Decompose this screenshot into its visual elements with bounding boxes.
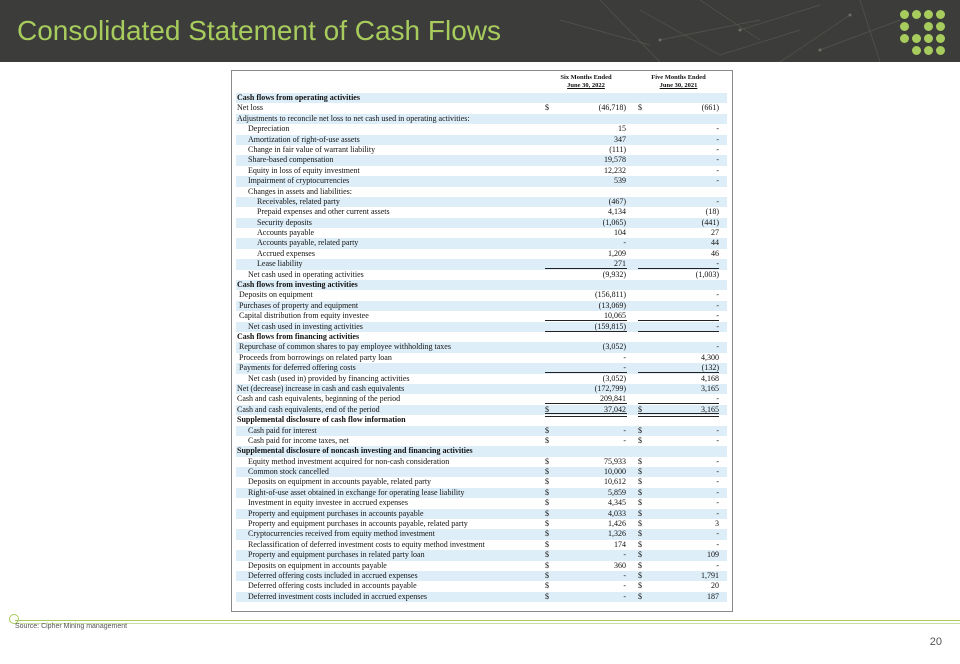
value-2022: (172,799): [594, 383, 626, 393]
dot-grid-logo-icon: [900, 10, 946, 54]
value-2021: 3,165: [701, 383, 719, 393]
value-2022: 19,578: [604, 155, 626, 165]
table-row: [236, 363, 727, 373]
row-label: Net cash used in operating activities: [248, 269, 364, 279]
row-label: Accrued expenses: [257, 248, 315, 258]
table-row: [236, 155, 727, 165]
value-2021: -: [716, 259, 719, 269]
table-body: [236, 93, 727, 602]
row-label: Net loss: [237, 103, 263, 113]
value-2021: -: [716, 477, 719, 487]
row-label: Lease liability: [257, 259, 303, 269]
table-row: [236, 187, 727, 197]
value-2021: -: [716, 290, 719, 300]
currency-symbol-2022: $: [545, 435, 549, 445]
row-label: Changes in assets and liabilities:: [248, 186, 352, 196]
value-2021: 109: [707, 550, 719, 560]
value-2022: -: [623, 550, 626, 560]
row-label: Deposits on equipment in accounts payable: [248, 560, 387, 570]
table-row: [236, 342, 727, 352]
value-2021: (441): [701, 217, 719, 227]
row-label: Net (decrease) increase in cash and cash equivalents: [237, 383, 405, 393]
table-row: [236, 550, 727, 560]
currency-symbol-2021: $: [638, 467, 642, 477]
row-label: Cash paid for income taxes, net: [248, 435, 349, 445]
row-label: Deferred offering costs included in accounts payable: [248, 581, 417, 591]
column-header-2022-line2: June 30, 2022: [567, 82, 605, 89]
footer-divider-secondary: [15, 623, 960, 624]
currency-symbol-2022: $: [545, 498, 549, 508]
table-row: [236, 498, 727, 508]
row-label: Cash paid for interest: [248, 425, 317, 435]
currency-symbol-2022: $: [545, 467, 549, 477]
section-header-row: [236, 93, 727, 103]
value-2021: -: [716, 435, 719, 445]
row-label: Receivables, related party: [257, 196, 340, 206]
currency-symbol-2022: $: [545, 425, 549, 435]
row-label: Common stock cancelled: [248, 467, 329, 477]
table-row: [236, 488, 727, 498]
currency-symbol-2021: $: [638, 498, 642, 508]
currency-symbol-2022: $: [545, 477, 549, 487]
row-label: Cryptocurrencies received from equity method investment: [248, 529, 435, 539]
value-2022: (111): [609, 144, 626, 154]
currency-symbol-2021: $: [638, 550, 642, 560]
currency-symbol-2021: $: [638, 581, 642, 591]
row-label: Deposits on equipment: [239, 290, 313, 300]
currency-symbol-2021: $: [638, 519, 642, 529]
row-label: Equity method investment acquired for non-cash consideration: [248, 456, 450, 466]
row-label: Capital distribution from equity investee: [239, 311, 369, 321]
row-label: Supplemental disclosure of cash flow information: [237, 415, 406, 425]
value-2021: -: [716, 176, 719, 186]
value-2021: 4,300: [701, 352, 719, 362]
row-label: Repurchase of common shares to pay employee withholding taxes: [239, 342, 451, 352]
currency-symbol-2022: $: [545, 591, 549, 601]
page-number: 20: [929, 636, 942, 648]
value-2021: -: [716, 300, 719, 310]
table-row: [236, 384, 727, 394]
currency-symbol-2022: $: [545, 539, 549, 549]
column-header-2021-line1: Five Months Ended: [651, 74, 706, 81]
table-row: [236, 290, 727, 300]
row-label: Accounts payable: [257, 228, 315, 238]
value-2022: -: [623, 591, 626, 601]
table-row: [236, 145, 727, 155]
value-2021: -: [716, 529, 719, 539]
value-2022: 209,841: [600, 394, 626, 404]
value-2021: -: [716, 539, 719, 549]
currency-symbol-2022: $: [545, 456, 549, 466]
section-header-row: [236, 332, 727, 342]
value-2022: (1,065): [602, 217, 626, 227]
slide-title: Consolidated Statement of Cash Flows: [17, 15, 502, 46]
table-row: [236, 249, 727, 259]
value-2022: -: [623, 581, 626, 591]
value-2021: 187: [707, 591, 719, 601]
table-row: [236, 176, 727, 186]
value-2022: (3,052): [602, 342, 626, 352]
currency-symbol-2022: $: [545, 519, 549, 529]
column-header-2022-line1: Six Months Ended: [560, 74, 612, 81]
value-2021: -: [716, 342, 719, 352]
table-row: [236, 218, 727, 228]
currency-symbol-2021: $: [638, 435, 642, 445]
row-label: Share-based compensation: [248, 155, 334, 165]
value-2022: 104: [614, 228, 626, 238]
table-row: [236, 509, 727, 519]
table-row: [236, 207, 727, 217]
currency-symbol-2021: $: [638, 570, 642, 580]
table-row: [236, 311, 727, 321]
row-label: Proceeds from borrowings on related party loan: [239, 352, 392, 362]
value-2021: -: [716, 508, 719, 518]
value-2022: -: [623, 425, 626, 435]
currency-symbol-2021: $: [638, 591, 642, 601]
row-label: Adjustments to reconcile net loss to net cash used in operating activities:: [237, 113, 470, 123]
table-row: [236, 166, 727, 176]
value-2021: (18): [705, 207, 719, 217]
table-row: [236, 353, 727, 363]
row-label: Property and equipment purchases in accounts payable: [248, 508, 424, 518]
value-2022: (156,811): [594, 290, 626, 300]
value-2022: 10,065: [604, 311, 626, 321]
value-2022: (159,815): [594, 321, 626, 331]
value-2022: 4,134: [608, 207, 626, 217]
value-2022: 5,859: [608, 487, 626, 497]
currency-symbol-2022: $: [545, 508, 549, 518]
row-label: Amortization of right-of-use assets: [248, 134, 360, 144]
value-2021: 4,168: [701, 373, 719, 383]
value-2021: -: [716, 560, 719, 570]
value-2022: -: [623, 352, 626, 362]
value-2021: -: [716, 124, 719, 134]
column-header-2021: [638, 74, 719, 90]
value-2021: 20: [711, 581, 719, 591]
value-2021: -: [716, 165, 719, 175]
currency-symbol-2022: $: [545, 560, 549, 570]
section-header-row: [236, 415, 727, 425]
value-2021: -: [716, 467, 719, 477]
table-row: [236, 581, 727, 591]
table-row: [236, 477, 727, 487]
currency-symbol-2021: $: [638, 404, 642, 414]
table-row: [236, 238, 727, 248]
row-label: Impairment of cryptocurrencies: [248, 176, 350, 186]
currency-symbol-2021: $: [638, 477, 642, 487]
row-label: Property and equipment purchases in accounts payable, related party: [248, 519, 468, 529]
value-2022: -: [623, 363, 626, 373]
currency-symbol-2021: $: [638, 425, 642, 435]
value-2021: 1,791: [701, 570, 719, 580]
column-header-2021-line2: June 30, 2021: [659, 82, 698, 89]
currency-symbol-2021: $: [638, 487, 642, 497]
table-row: [236, 529, 727, 539]
value-2021: -: [716, 456, 719, 466]
value-2022: 1,426: [608, 519, 626, 529]
row-label: Accounts payable, related party: [257, 238, 359, 248]
row-label: Net cash used in investing activities: [248, 321, 363, 331]
value-2021: -: [716, 196, 719, 206]
value-2022: -: [623, 435, 626, 445]
table-row: [236, 405, 727, 415]
value-2021: -: [716, 394, 719, 404]
table-row: [236, 519, 727, 529]
value-2021: -: [716, 155, 719, 165]
value-2022: -: [623, 570, 626, 580]
row-label: Prepaid expenses and other current assets: [257, 207, 390, 217]
row-label: Deposits on equipment in accounts payable, related party: [248, 477, 432, 487]
section-header-row: [236, 446, 727, 456]
table-row: [236, 301, 727, 311]
row-label: Reclassification of deferred investment costs to equity method investment: [248, 539, 485, 549]
currency-symbol-2022: $: [545, 529, 549, 539]
table-row: [236, 457, 727, 467]
footer-divider: [15, 620, 960, 621]
value-2022: 539: [614, 176, 626, 186]
currency-symbol-2022: $: [545, 550, 549, 560]
table-row: [236, 540, 727, 550]
value-2021: (132): [701, 363, 719, 373]
row-label: Investment in equity investee in accrued expenses: [248, 498, 408, 508]
table-row: [236, 426, 727, 436]
table-row: [236, 114, 727, 124]
value-2021: 27: [711, 228, 719, 238]
value-2021: (1,003): [695, 269, 719, 279]
currency-symbol-2021: $: [638, 456, 642, 466]
value-2022: (3,052): [602, 373, 626, 383]
currency-symbol-2022: $: [545, 103, 549, 113]
value-2021: 3,165: [701, 404, 719, 414]
value-2022: (9,932): [602, 269, 626, 279]
slide-header: [0, 0, 960, 62]
value-2021: 3: [715, 519, 719, 529]
value-2022: 15: [618, 124, 626, 134]
table-row: [236, 135, 727, 145]
value-2021: 44: [711, 238, 719, 248]
currency-symbol-2022: $: [545, 570, 549, 580]
table-row: [236, 103, 727, 113]
value-2021: (661): [701, 103, 719, 113]
row-label: Equity in loss of equity investment: [248, 165, 360, 175]
row-label: Purchases of property and equipment: [239, 300, 359, 310]
value-2022: (467): [608, 196, 626, 206]
value-2022: -: [623, 238, 626, 248]
value-2021: -: [716, 498, 719, 508]
row-label: Supplemental disclosure of noncash investing and financing activities: [237, 446, 473, 456]
value-2022: 174: [614, 539, 626, 549]
value-2022: 1,326: [608, 529, 626, 539]
value-2021: -: [716, 311, 719, 321]
row-label: Cash and cash equivalents, end of the period: [237, 404, 380, 414]
currency-symbol-2021: $: [638, 529, 642, 539]
value-2022: 347: [614, 134, 626, 144]
value-2021: -: [716, 134, 719, 144]
table-row: [236, 436, 727, 446]
row-label: Depreciation: [248, 124, 290, 134]
table-row: [236, 571, 727, 581]
currency-symbol-2022: $: [545, 487, 549, 497]
row-label: Security deposits: [257, 217, 312, 227]
row-label: Cash flows from financing activities: [237, 331, 360, 341]
value-2022: 10,000: [604, 467, 626, 477]
value-2022: 1,209: [608, 248, 626, 258]
row-label: Net cash (used in) provided by financing activities: [248, 373, 410, 383]
section-header-row: [236, 280, 727, 290]
table-row: [236, 592, 727, 602]
currency-symbol-2021: $: [638, 103, 642, 113]
table-row: [236, 228, 727, 238]
table-row: [236, 197, 727, 207]
value-2022: (46,718): [598, 103, 626, 113]
value-2022: 10,612: [604, 477, 626, 487]
currency-symbol-2022: $: [545, 404, 549, 414]
value-2022: 37,042: [604, 404, 626, 414]
value-2022: 4,345: [608, 498, 626, 508]
row-label: Cash and cash equivalents, beginning of the period: [237, 394, 401, 404]
value-2021: -: [716, 144, 719, 154]
row-label: Deferred offering costs included in accrued expenses: [248, 570, 418, 580]
table-row: [236, 467, 727, 477]
column-header-2022: [545, 74, 627, 90]
value-2022: 12,232: [604, 165, 626, 175]
source-note: Source: Cipher Mining management: [15, 623, 128, 630]
value-2022: 75,933: [604, 456, 626, 466]
table-row: [236, 374, 727, 384]
row-label: Property and equipment purchases in related party loan: [248, 550, 425, 560]
table-row: [236, 561, 727, 571]
currency-symbol-2022: $: [545, 581, 549, 591]
value-2021: -: [716, 321, 719, 331]
table-row: [236, 394, 727, 404]
table-row: [236, 322, 727, 332]
row-label: Change in fair value of warrant liability: [248, 144, 376, 154]
row-label: Right-of-use asset obtained in exchange for operating lease liability: [248, 487, 465, 497]
row-label: Cash flows from operating activities: [237, 93, 360, 102]
value-2022: 360: [614, 560, 626, 570]
value-2022: 271: [614, 259, 626, 269]
table-row: [236, 270, 727, 280]
row-label: Deferred investment costs included in accrued expenses: [248, 591, 428, 601]
value-2021: 46: [711, 248, 719, 258]
value-2022: (13,069): [598, 300, 626, 310]
currency-symbol-2021: $: [638, 560, 642, 570]
row-label: Cash flows from investing activities: [237, 280, 358, 290]
table-row: [236, 124, 727, 134]
currency-symbol-2021: $: [638, 539, 642, 549]
table-row: [236, 259, 727, 269]
row-label: Payments for deferred offering costs: [239, 363, 356, 373]
value-2021: -: [716, 425, 719, 435]
currency-symbol-2021: $: [638, 508, 642, 518]
value-2021: -: [716, 487, 719, 497]
value-2022: 4,033: [608, 508, 626, 518]
cash-flow-statement-panel: [231, 70, 733, 612]
